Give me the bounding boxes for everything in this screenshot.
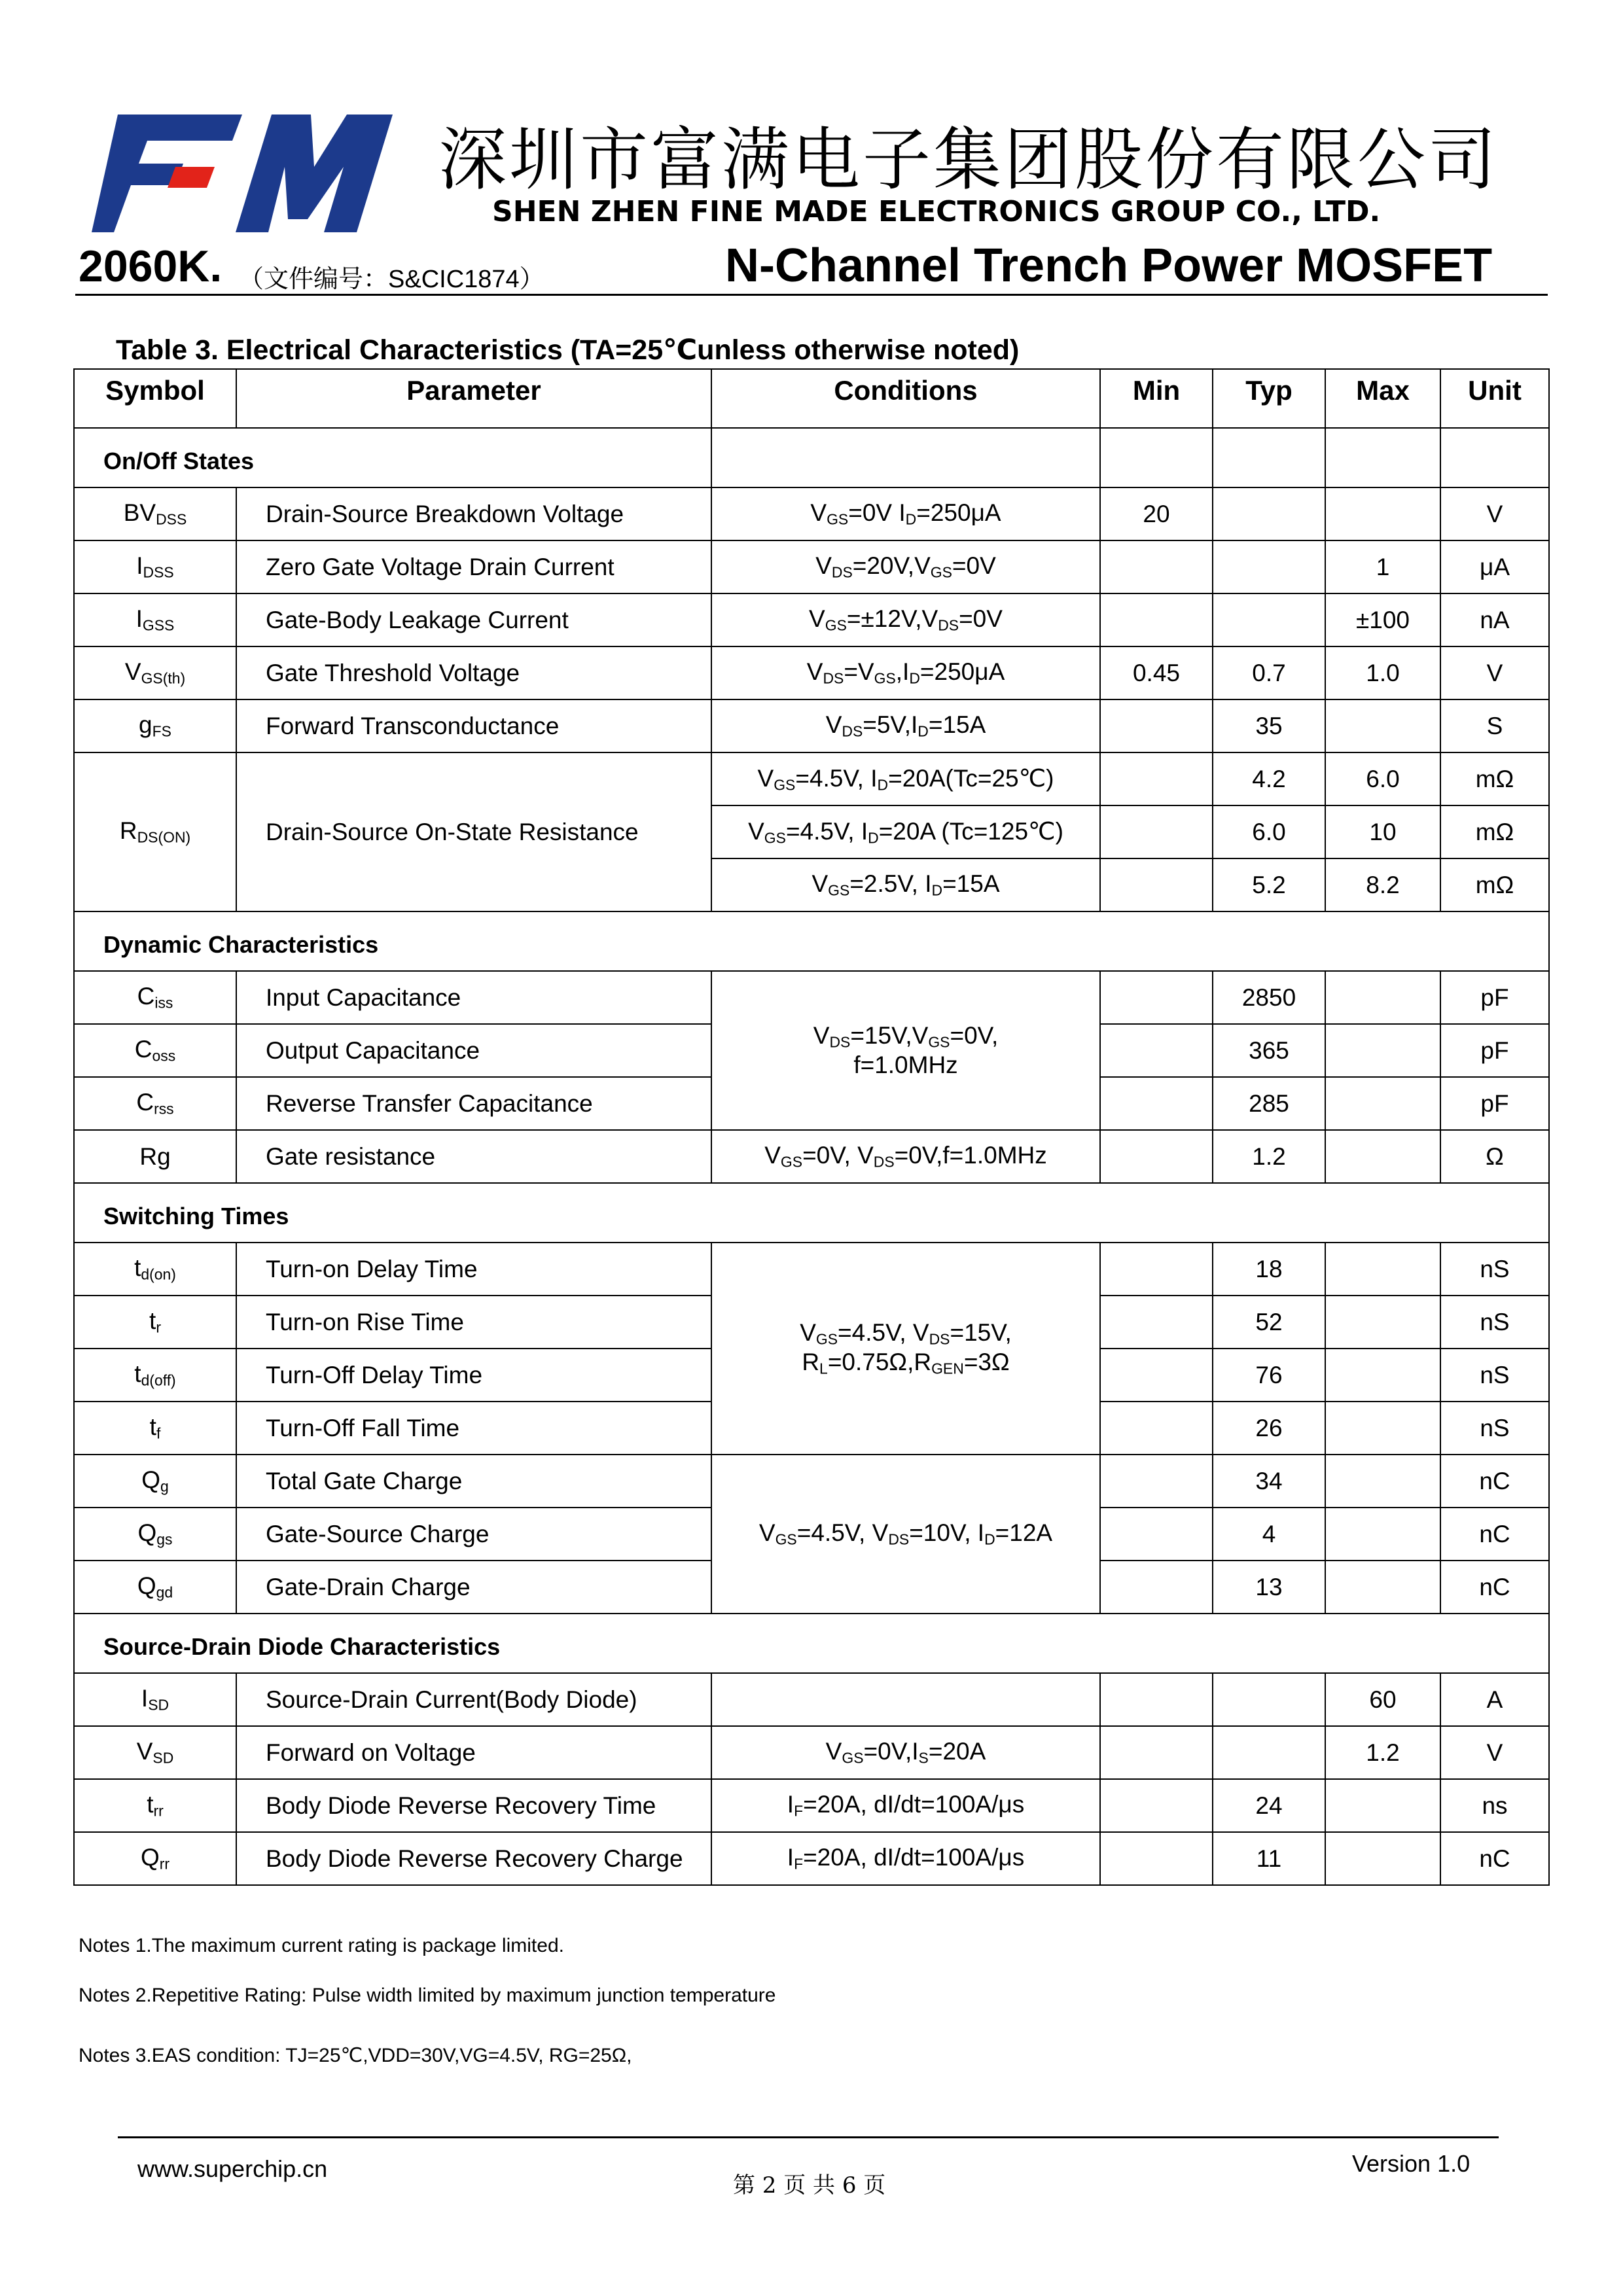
typ-cell: 76	[1213, 1349, 1325, 1402]
typ-cell: 35	[1213, 699, 1325, 752]
min-cell	[1100, 1726, 1213, 1779]
min-cell	[1100, 1402, 1213, 1455]
parameter-cell: Reverse Transfer Capacitance	[236, 1077, 711, 1130]
unit-cell: nC	[1440, 1455, 1549, 1508]
table-row	[74, 1130, 1549, 1183]
unit-cell: nS	[1440, 1296, 1549, 1349]
typ-cell: 26	[1213, 1402, 1325, 1455]
logo-f-stem	[92, 115, 242, 232]
company-name-cn: 深圳市富满电子集团股份有限公司	[438, 120, 1499, 200]
typ-cell: 6.0	[1213, 805, 1325, 858]
symbol-cell: $C_{rss}$	[74, 1077, 236, 1130]
empty-cell	[1100, 428, 1213, 487]
section-dynamic: Dynamic Characteristics	[74, 911, 1549, 971]
unit-cell: nA	[1440, 593, 1549, 646]
max-cell	[1325, 487, 1440, 540]
unit-cell: V	[1440, 487, 1549, 540]
logo-red-bar	[168, 167, 215, 188]
unit-cell: nS	[1440, 1243, 1549, 1296]
parameter-cell: Drain-Source On-State Resistance	[236, 752, 711, 911]
min-cell	[1100, 971, 1213, 1024]
symbol-cell: $t_f$	[74, 1402, 236, 1455]
min-cell	[1100, 1296, 1213, 1349]
unit-cell: pF	[1440, 971, 1549, 1024]
section-diode: Source-Drain Diode Characteristics	[74, 1614, 1549, 1673]
typ-cell: 5.2	[1213, 858, 1325, 911]
table-row	[74, 1832, 1549, 1885]
parameter-cell: Output Capacitance	[236, 1024, 711, 1077]
conditions-cell	[711, 1673, 1100, 1726]
max-cell: 1.0	[1325, 646, 1440, 699]
unit-cell: nC	[1440, 1561, 1549, 1614]
symbol-cell: $BV_{DSS}$	[74, 487, 236, 540]
table-row	[74, 971, 1549, 1024]
unit-cell: A	[1440, 1673, 1549, 1726]
table-row	[74, 752, 1549, 805]
symbol-cell: $Q_{gd}$	[74, 1561, 236, 1614]
conditions-cell: $V_{GS}=2.5V$, $I_D=15A$	[711, 858, 1100, 911]
min-cell	[1100, 858, 1213, 911]
parameter-cell: Body Diode Reverse Recovery Charge	[236, 1832, 711, 1885]
min-cell	[1100, 752, 1213, 805]
symbol-cell: $I_{GSS}$	[74, 593, 236, 646]
symbol-cell: $C_{oss}$	[74, 1024, 236, 1077]
parameter-cell: Gate resistance	[236, 1130, 711, 1183]
unit-cell: pF	[1440, 1024, 1549, 1077]
symbol-cell: Rg	[74, 1130, 236, 1183]
table-row	[74, 646, 1549, 699]
unit-cell: mΩ	[1440, 805, 1549, 858]
parameter-cell: Gate-Drain Charge	[236, 1561, 711, 1614]
max-cell	[1325, 1779, 1440, 1832]
symbol-cell: $t_{rr}$	[74, 1779, 236, 1832]
conditions-cell: $V_{DS}=15V,V_{GS}=0V$, f=1.0MHz	[711, 971, 1100, 1130]
unit-cell: mΩ	[1440, 752, 1549, 805]
table-row	[74, 1726, 1549, 1779]
typ-cell: 2850	[1213, 971, 1325, 1024]
conditions-cell: $V_{DS}=5V,I_D=15A$	[711, 699, 1100, 752]
symbol-cell: $I_{SD}$	[74, 1673, 236, 1726]
unit-cell: V	[1440, 646, 1549, 699]
parameter-cell: Turn-Off Fall Time	[236, 1402, 711, 1455]
empty-cell	[1213, 428, 1325, 487]
logo-m	[236, 115, 393, 232]
min-cell	[1100, 699, 1213, 752]
min-cell	[1100, 540, 1213, 593]
min-cell	[1100, 1024, 1213, 1077]
table-row	[74, 593, 1549, 646]
parameter-cell: Gate Threshold Voltage	[236, 646, 711, 699]
unit-cell: V	[1440, 1726, 1549, 1779]
max-cell	[1325, 1561, 1440, 1614]
min-cell	[1100, 1455, 1213, 1508]
typ-cell: 52	[1213, 1296, 1325, 1349]
unit-cell: μA	[1440, 540, 1549, 593]
product-type: N-Channel Trench Power MOSFET	[725, 239, 1493, 292]
parameter-cell: Zero Gate Voltage Drain Current	[236, 540, 711, 593]
note-3: Notes 3.EAS condition: TJ=25℃,VDD=30V,VG=4.5V, RG=25Ω,	[79, 2045, 632, 2066]
min-cell	[1100, 1779, 1213, 1832]
table-row	[74, 1673, 1549, 1726]
typ-cell	[1213, 1673, 1325, 1726]
conditions-cell: $V_{GS}=0V,I_S=20A$	[711, 1726, 1100, 1779]
parameter-cell: Turn-Off Delay Time	[236, 1349, 711, 1402]
conditions-cell: $V_{GS}=0V$ $I_D=250\mu A$	[711, 487, 1100, 540]
min-cell	[1100, 1243, 1213, 1296]
unit-cell: nC	[1440, 1832, 1549, 1885]
symbol-cell: $Q_{gs}$	[74, 1508, 236, 1561]
table-row	[74, 699, 1549, 752]
min-cell: 0.45	[1100, 646, 1213, 699]
section-row	[74, 1183, 1549, 1243]
unit-cell: ns	[1440, 1779, 1549, 1832]
part-number: 2060K.	[79, 241, 223, 291]
version-label: Version 1.0	[1352, 2150, 1471, 2177]
typ-cell	[1213, 1726, 1325, 1779]
unit-cell: pF	[1440, 1077, 1549, 1130]
min-cell: 20	[1100, 487, 1213, 540]
parameter-cell: Gate-Source Charge	[236, 1508, 711, 1561]
symbol-cell: $t_r$	[74, 1296, 236, 1349]
conditions-cell: $V_{GS}=4.5V$, $V_{DS}=10V$, $I_D=12A$	[711, 1455, 1100, 1614]
min-cell	[1100, 1832, 1213, 1885]
typ-cell: 13	[1213, 1561, 1325, 1614]
section-row	[74, 911, 1549, 971]
conditions-cell: $V_{DS}=20V,V_{GS}=0V$	[711, 540, 1100, 593]
symbol-cell: $R_{DS(ON)}$	[74, 752, 236, 911]
max-cell	[1325, 1024, 1440, 1077]
company-logo	[92, 115, 393, 232]
parameter-cell: Source-Drain Current(Body Diode)	[236, 1673, 711, 1726]
max-cell	[1325, 699, 1440, 752]
parameter-cell: Forward Transconductance	[236, 699, 711, 752]
max-cell: 1	[1325, 540, 1440, 593]
unit-cell: nS	[1440, 1402, 1549, 1455]
unit-cell: nC	[1440, 1508, 1549, 1561]
min-cell	[1100, 593, 1213, 646]
min-cell	[1100, 1349, 1213, 1402]
parameter-cell: Input Capacitance	[236, 971, 711, 1024]
max-cell	[1325, 1077, 1440, 1130]
max-cell: 8.2	[1325, 858, 1440, 911]
typ-cell	[1213, 540, 1325, 593]
typ-cell: 24	[1213, 1779, 1325, 1832]
parameter-cell: Turn-on Rise Time	[236, 1296, 711, 1349]
header-typ: Typ	[1213, 369, 1325, 428]
symbol-cell: $Q_g$	[74, 1455, 236, 1508]
typ-cell: 0.7	[1213, 646, 1325, 699]
unit-cell: mΩ	[1440, 858, 1549, 911]
header-unit: Unit	[1440, 369, 1549, 428]
typ-cell: 4	[1213, 1508, 1325, 1561]
symbol-cell: $C_{iss}$	[74, 971, 236, 1024]
typ-cell: 34	[1213, 1455, 1325, 1508]
min-cell	[1100, 1077, 1213, 1130]
min-cell	[1100, 1508, 1213, 1561]
table-row	[74, 540, 1549, 593]
header-conditions: Conditions	[711, 369, 1100, 428]
unit-cell: S	[1440, 699, 1549, 752]
header-parameter: Parameter	[236, 369, 711, 428]
document-number: （文件编号：S&CIC1874）	[239, 266, 544, 293]
typ-cell: 285	[1213, 1077, 1325, 1130]
company-name-en: SHEN ZHEN FINE MADE ELECTRONICS GROUP CO., LTD.	[492, 195, 1381, 228]
max-cell	[1325, 1508, 1440, 1561]
max-cell: 1.2	[1325, 1726, 1440, 1779]
max-cell	[1325, 1455, 1440, 1508]
typ-cell: 18	[1213, 1243, 1325, 1296]
conditions-cell: $V_{GS}=4.5V$, $V_{DS}=15V$, $R_L=0.75\Omega,R_{GEN}=3\Omega$	[711, 1243, 1100, 1455]
typ-cell: 1.2	[1213, 1130, 1325, 1183]
conditions-cell: $V_{DS}=V_{GS},I_D=250\mu A$	[711, 646, 1100, 699]
symbol-cell: $g_{FS}$	[74, 699, 236, 752]
max-cell	[1325, 1243, 1440, 1296]
max-cell	[1325, 1349, 1440, 1402]
empty-cell	[1440, 428, 1549, 487]
min-cell	[1100, 1561, 1213, 1614]
conditions-cell: $V_{GS}=4.5V$, $I_D=20A(Tc=25℃)$	[711, 752, 1100, 805]
max-cell	[1325, 971, 1440, 1024]
table-row	[74, 1779, 1549, 1832]
section-row	[74, 428, 1549, 487]
min-cell	[1100, 805, 1213, 858]
section-switching: Switching Times	[74, 1183, 1549, 1243]
footer-website[interactable]: www.superchip.cn	[137, 2155, 328, 2182]
header-divider	[75, 294, 1548, 296]
empty-cell	[1325, 428, 1440, 487]
header-max: Max	[1325, 369, 1440, 428]
unit-cell: Ω	[1440, 1130, 1549, 1183]
section-onoff: On/Off States	[74, 428, 711, 487]
min-cell	[1100, 1673, 1213, 1726]
table-row	[74, 1243, 1549, 1296]
electrical-characteristics-table	[73, 368, 1550, 1886]
table-row	[74, 487, 1549, 540]
parameter-cell: Drain-Source Breakdown Voltage	[236, 487, 711, 540]
note-1: Notes 1.The maximum current rating is package limited.	[79, 1935, 564, 1956]
max-cell: 10	[1325, 805, 1440, 858]
max-cell: 60	[1325, 1673, 1440, 1726]
parameter-cell: Body Diode Reverse Recovery Time	[236, 1779, 711, 1832]
max-cell	[1325, 1296, 1440, 1349]
footer-divider	[118, 2136, 1499, 2138]
typ-cell: 4.2	[1213, 752, 1325, 805]
typ-cell	[1213, 593, 1325, 646]
symbol-cell: $V_{GS(th)}$	[74, 646, 236, 699]
header-symbol: Symbol	[74, 369, 236, 428]
conditions-cell: $I_F=20A$, dI/dt=100A/μs	[711, 1832, 1100, 1885]
table-header-row	[74, 369, 1549, 428]
parameter-cell: Turn-on Delay Time	[236, 1243, 711, 1296]
symbol-cell: $I_{DSS}$	[74, 540, 236, 593]
conditions-cell: $I_F=20A$, dI/dt=100A/μs	[711, 1779, 1100, 1832]
max-cell	[1325, 1832, 1440, 1885]
empty-cell	[711, 428, 1100, 487]
conditions-cell: $V_{GS}=4.5V$, $I_D=20A$ (Tc=125℃)	[711, 805, 1100, 858]
max-cell	[1325, 1402, 1440, 1455]
symbol-cell: $t_{d(off)}$	[74, 1349, 236, 1402]
section-row	[74, 1614, 1549, 1673]
symbol-cell: $t_{d(on)}$	[74, 1243, 236, 1296]
page-number: 第 2 页 共 6 页	[733, 2172, 886, 2199]
min-cell	[1100, 1130, 1213, 1183]
parameter-cell: Gate-Body Leakage Current	[236, 593, 711, 646]
unit-cell: nS	[1440, 1349, 1549, 1402]
header-min: Min	[1100, 369, 1213, 428]
typ-cell	[1213, 487, 1325, 540]
symbol-cell: $V_{SD}$	[74, 1726, 236, 1779]
parameter-cell: Total Gate Charge	[236, 1455, 711, 1508]
symbol-cell: $Q_{rr}$	[74, 1832, 236, 1885]
max-cell: ±100	[1325, 593, 1440, 646]
max-cell	[1325, 1130, 1440, 1183]
conditions-cell: $V_{GS}=\pm 12V,V_{DS}=0V$	[711, 593, 1100, 646]
table-title: Table 3. Electrical Characteristics (TA=25℃unless otherwise noted)	[116, 334, 1020, 366]
typ-cell: 365	[1213, 1024, 1325, 1077]
conditions-cell: $V_{GS}=0V$, $V_{DS}=0V,f=1.0MHz$	[711, 1130, 1100, 1183]
typ-cell: 11	[1213, 1832, 1325, 1885]
note-2: Notes 2.Repetitive Rating: Pulse width limited by maximum junction temperature	[79, 1985, 776, 2006]
max-cell: 6.0	[1325, 752, 1440, 805]
parameter-cell: Forward on Voltage	[236, 1726, 711, 1779]
table-row	[74, 1455, 1549, 1508]
